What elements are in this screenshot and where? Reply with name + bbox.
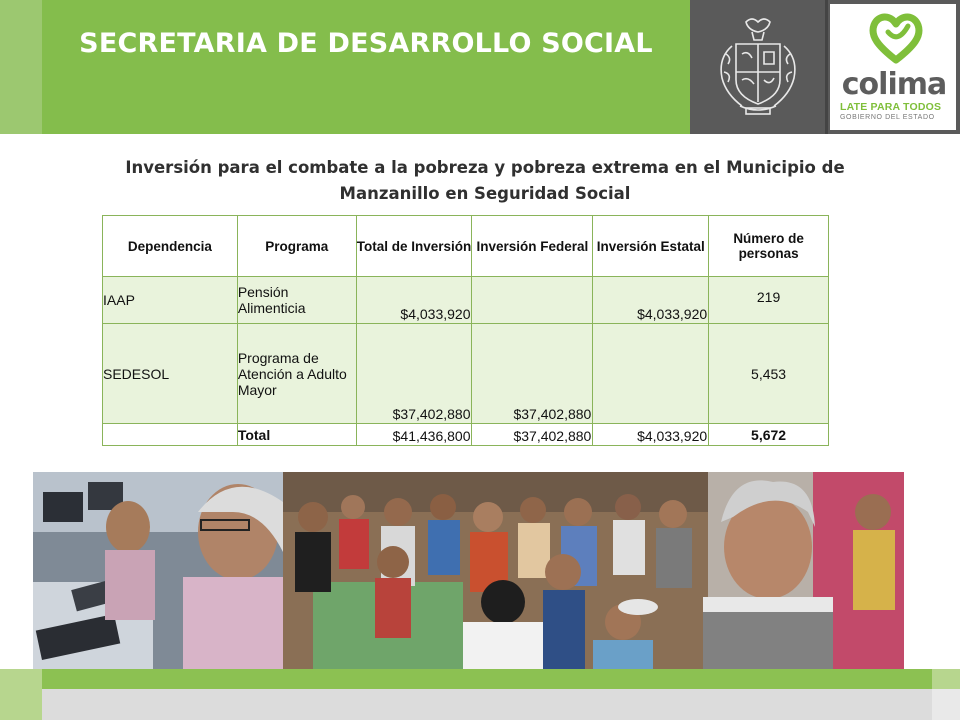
table-total-row [103, 424, 829, 446]
cell-federal: $37,402,880 [472, 324, 593, 424]
table-header-row [103, 216, 829, 277]
cell-personas: 5,672 [709, 424, 829, 446]
investment-table [102, 215, 829, 446]
cell-federal [472, 277, 593, 324]
cell-estatal: $4,033,920 [593, 277, 709, 324]
table-row [103, 277, 829, 324]
table-row [103, 324, 829, 424]
subtitle-line-2: Manzanillo en Seguridad Social [339, 184, 631, 203]
photo-collage-image [33, 472, 904, 669]
cell-total: $41,436,800 [356, 424, 472, 446]
logo-government-label: GOBIERNO DEL ESTADO [840, 114, 935, 121]
header-estatal: Inversión Estatal [593, 216, 709, 277]
cell-programa: Total [237, 424, 356, 446]
cell-federal: $37,402,880 [472, 424, 593, 446]
cell-estatal: $4,033,920 [593, 424, 709, 446]
header-dependencia: Dependencia [103, 216, 238, 277]
cell-programa: Programa de Atención a Adulto Mayor [237, 324, 356, 424]
header-personas: Número de personas [709, 216, 829, 277]
header-banner [42, 0, 690, 134]
slide-subtitle [70, 155, 900, 207]
header-total: Total de Inversión [356, 216, 472, 277]
cell-dependencia [103, 424, 238, 446]
logo-tagline: LATE PARA TODOS [840, 101, 942, 113]
cell-dependencia: IAAP [103, 277, 238, 324]
colima-logo [830, 4, 956, 130]
subtitle-line-1: Inversión para el combate a la pobreza y pobreza extrema en el Municipio de [125, 158, 845, 177]
heart-logo-icon [868, 12, 924, 64]
photo-collage [33, 472, 904, 669]
footer-green-bar [42, 669, 932, 689]
page-title: SECRETARIA DE DESARROLLO SOCIAL [79, 28, 653, 59]
cell-estatal [593, 324, 709, 424]
header-divider [825, 0, 828, 134]
cell-programa: Pensión Alimenticia [237, 277, 356, 324]
header-federal: Inversión Federal [472, 216, 593, 277]
footer-right-strip [932, 669, 960, 689]
logo-wordmark: colima [841, 67, 947, 102]
coat-of-arms-icon [712, 14, 804, 120]
cell-total: $37,402,880 [356, 324, 472, 424]
cell-total: $4,033,920 [356, 277, 472, 324]
header-left-strip [0, 0, 42, 134]
cell-dependencia: SEDESOL [103, 324, 238, 424]
cell-personas: 5,453 [709, 324, 829, 424]
footer-gray-bar [42, 689, 932, 720]
footer-left-strip [0, 669, 42, 720]
cell-personas: 219 [709, 277, 829, 324]
header-programa: Programa [237, 216, 356, 277]
